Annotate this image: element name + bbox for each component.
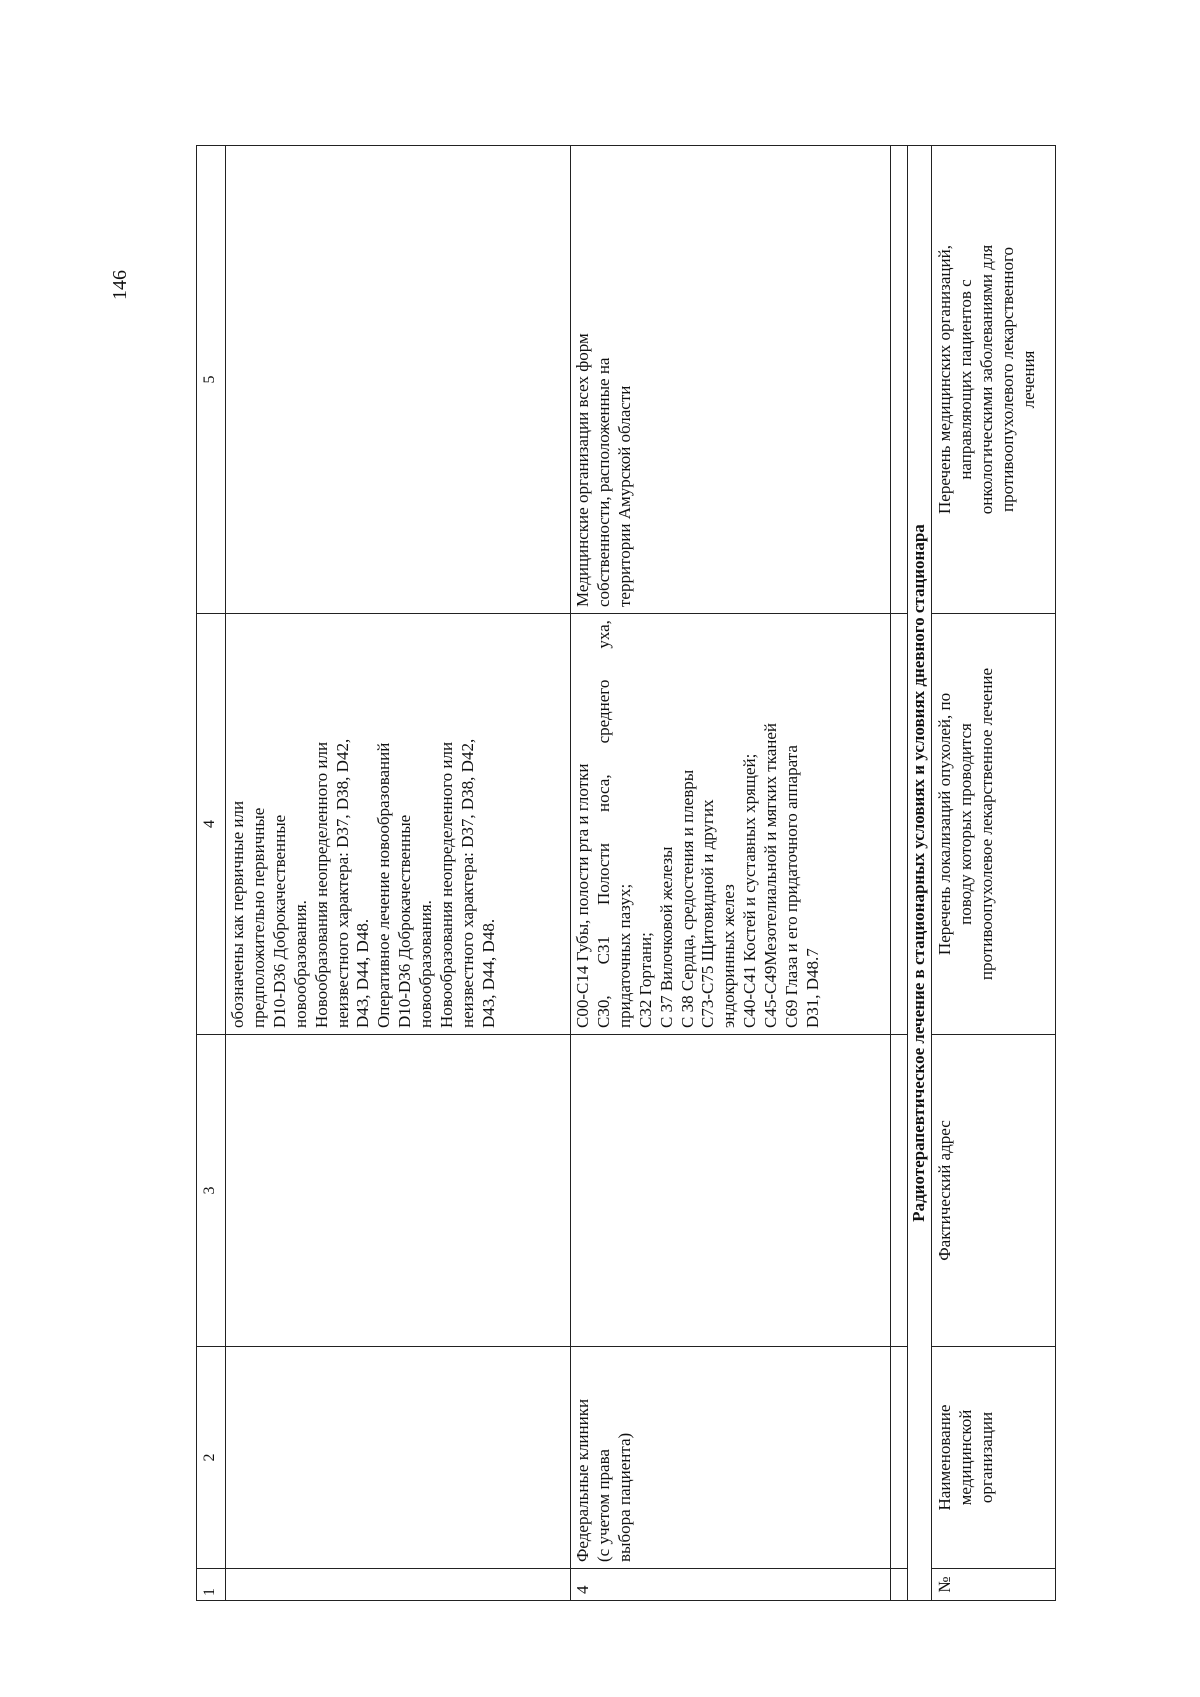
address-header: Фактический адрес (931, 1035, 1055, 1347)
word: Полости (593, 842, 613, 906)
text-line: C69 Глаза и его придаточного аппарата (782, 745, 802, 1028)
text-line: C00-C14 Губы, полости рта и глотки (573, 763, 592, 1028)
spacer-row (891, 146, 908, 1601)
text-line: противоопухолевое лекарственное лечение (976, 667, 996, 981)
empty-cell (891, 146, 908, 614)
text-line: C40-C41 Костей и суставных хрящей; (740, 753, 760, 1028)
empty-cell (891, 614, 908, 1035)
text-line: организации (976, 1411, 996, 1504)
column-number-row (197, 146, 226, 1601)
col-num-4: 4 (197, 614, 226, 1035)
text-line: медицинской (955, 1409, 975, 1506)
address-cell (571, 1035, 891, 1347)
text-line: предположительно первичные (248, 807, 268, 1028)
section-title: Радиотерапевтическое лечение в стационарных условиях и условиях дневного стационара (908, 146, 932, 1601)
text-line: поводу которых проводится (955, 723, 975, 925)
text-line: собственности, расположенные на (593, 357, 613, 607)
text-line: C 38 Сердца, средостения и плевры (677, 769, 697, 1028)
text-line: обозначены как первичные или (228, 800, 247, 1028)
col-num-3: 3 (197, 1035, 226, 1347)
text-line: C73-C75 Щитовидной и других (698, 799, 718, 1028)
text-line: D43, D44, D48. (353, 918, 373, 1028)
table-row-continuation (226, 146, 571, 1601)
text-line: C32 Гортани; (635, 932, 655, 1028)
text-line: Перечень локализаций опухолей, по (934, 692, 954, 956)
text-line: эндокринных желез (719, 884, 739, 1028)
word: уха, (593, 620, 613, 649)
row-number: 4 (571, 1569, 891, 1601)
text-line: C45-C49Мезотелиальной и мягких тканей (761, 722, 781, 1028)
text-line: направляющих пациентов с (955, 279, 975, 480)
text-line: D31, D48.7 (802, 948, 822, 1028)
text-line: Новообразования неопределенного или (311, 741, 331, 1028)
word: носа, (593, 774, 613, 812)
word: C30, (593, 995, 613, 1028)
rotated-table-wrapper (196, 146, 1059, 1601)
col-num-1: 1 (197, 1569, 226, 1601)
organization-name-header (931, 1347, 1055, 1569)
table-row-4 (571, 146, 891, 1601)
text-line: Оперативное лечение новообразований (374, 742, 394, 1028)
organizations-table (196, 145, 1056, 1601)
empty-cell (891, 1569, 908, 1601)
empty-cell (891, 1035, 908, 1347)
text-line: C 37 Вилочковой железы (656, 846, 676, 1028)
col-num-2: 2 (197, 1347, 226, 1569)
justified-line (594, 620, 615, 1028)
text-line: Перечень медицинских организаций, (934, 245, 954, 514)
text-line: неизвестного характера: D37, D38, D42, (332, 738, 352, 1028)
text-line: новообразования. (416, 900, 436, 1028)
localizations-header (931, 614, 1055, 1035)
text-line: Медицинские организации всех форм (573, 333, 592, 607)
section-header-row (931, 146, 1055, 1601)
page-number: 146 (108, 270, 131, 300)
text-line: онкологическими заболеваниями для (976, 244, 996, 515)
localizations-cell (571, 614, 891, 1035)
text-line: неизвестного характера: D37, D38, D42, (457, 738, 477, 1028)
word: C31 (593, 936, 613, 965)
empty-cell (226, 146, 571, 614)
text-line: противоопухолевого лекарственного (997, 246, 1017, 513)
section-title-row (908, 146, 932, 1601)
localizations-cell (226, 614, 571, 1035)
empty-cell (226, 1347, 571, 1569)
text-line: D10-D36 Доброкачественные (269, 814, 289, 1028)
empty-cell (891, 1347, 908, 1569)
text-line: D10-D36 Доброкачественные (395, 814, 415, 1028)
text-line: Новообразования неопределенного или (437, 741, 457, 1028)
text-line: (с учетом права (593, 1449, 613, 1562)
empty-cell (226, 1569, 571, 1601)
text-line: придаточных пазух; (614, 883, 634, 1028)
col-num-5: 5 (197, 146, 226, 614)
word: среднего (593, 679, 613, 744)
number-header: № (931, 1569, 1055, 1601)
text-line: лечения (1018, 350, 1038, 409)
referring-organizations-cell (571, 146, 891, 614)
text-line: новообразования. (290, 900, 310, 1028)
empty-cell (226, 1035, 571, 1347)
referring-organizations-header (931, 146, 1055, 614)
text-line: Федеральные клиники (573, 1398, 592, 1562)
text-line: территории Амурской области (614, 385, 634, 607)
organization-name-cell (571, 1347, 891, 1569)
text-line: Наименование (934, 1404, 954, 1511)
text-line: D43, D44, D48. (478, 918, 498, 1028)
text-line: выбора пациента) (614, 1432, 634, 1562)
